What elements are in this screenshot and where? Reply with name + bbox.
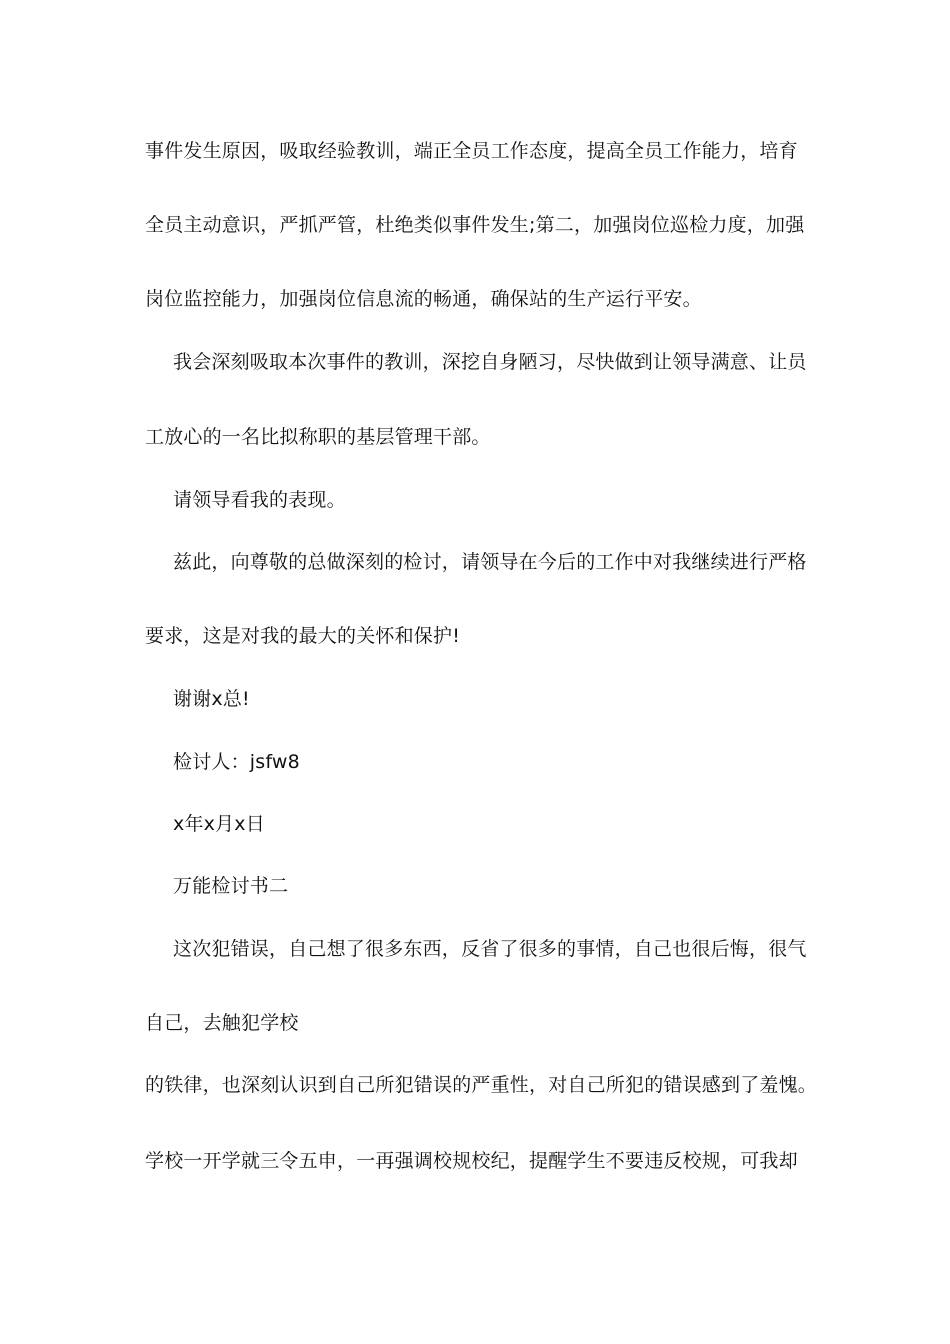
body-line-8: 要求，这是对我的最大的关怀和保护!: [145, 625, 461, 647]
body-line-13: 这次犯错误，自己想了很多东西，反省了很多的事情，自己也很后悔，很气: [173, 938, 807, 960]
body-line-4: 我会深刻吸取本次事件的教训，深挖自身陋习，尽快做到让领导满意、让员: [173, 351, 807, 373]
body-line-7: 兹此，向尊敬的总做深刻的检讨，请领导在今后的工作中对我继续进行严格: [173, 551, 807, 573]
signature-line: 检讨人：jsfw8: [173, 751, 300, 773]
body-line-5: 工放心的一名比拟称职的基层管理干部。: [145, 426, 491, 448]
body-line-15: 的铁律，也深刻认识到自己所犯错误的严重性，对自己所犯的错误感到了羞愧。: [145, 1074, 818, 1096]
section-title: 万能检讨书二: [173, 875, 289, 897]
body-line-16: 学校一开学就三令五申，一再强调校规校纪，提醒学生不要违反校规，可我却: [145, 1150, 798, 1172]
date-line: x年x月x日: [173, 813, 265, 835]
body-line-3: 岗位监控能力，加强岗位信息流的畅通，确保站的生产运行平安。: [145, 288, 702, 310]
body-line-6: 请领导看我的表现。: [173, 489, 346, 511]
body-line-2: 全员主动意识，严抓严管，杜绝类似事件发生;第二，加强岗位巡检力度，加强: [145, 214, 805, 236]
body-line-14: 自己，去触犯学校: [145, 1012, 299, 1034]
body-line-1: 事件发生原因，吸取经验教训，端正全员工作态度，提高全员工作能力，培育: [145, 140, 798, 162]
thanks-line: 谢谢x总!: [173, 688, 250, 710]
